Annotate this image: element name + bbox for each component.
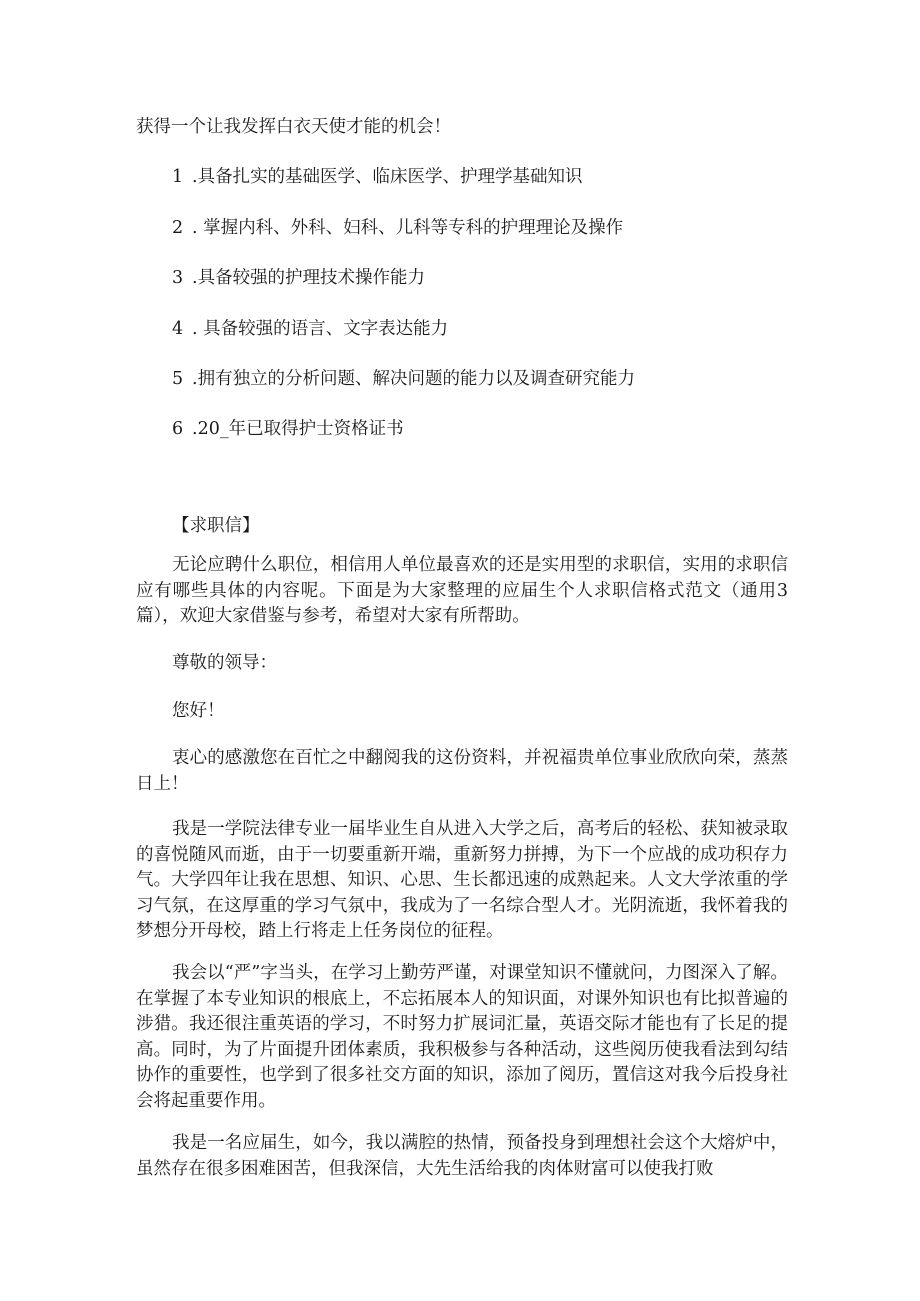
list-text: . 掌握内科、外科、妇科、儿科等专科的护理理论及操作 xyxy=(192,218,624,238)
intro-line: 获得一个让我发挥白衣天使才能的机会！ xyxy=(136,117,451,137)
list-item xyxy=(172,264,425,289)
salutation: 尊敬的领导： xyxy=(172,653,277,673)
list-text: .20_年已取得护士资格证书 xyxy=(192,419,404,439)
greeting: 您好！ xyxy=(172,701,225,721)
list-item xyxy=(172,365,635,390)
paragraph: 我会以“严”字当头，在学习上勤劳严谨，对课堂知识不懂就问，力图深入了解。在掌握了本专业知识的根底上，不忘拓展本人的知识面，对课外知识也有比拟普遍的涉猎。我还很注重英语的学习，不时努力扩展词汇量，英语交际才能也有了长足的提高。同时，为了片面提升团体素质，我积极参与各种活动，这些阅历使我看法到勾结协作的重要性，也学到了很多社交方面的知识，添加了阅历，置信这对我今后投身社会将起重要作用。 xyxy=(136,963,788,1111)
list-number: 3 xyxy=(172,268,184,288)
list-item xyxy=(172,214,623,239)
list-item xyxy=(172,163,583,188)
list-number: 2 xyxy=(172,218,184,238)
paragraph: 无论应聘什么职位，相信用人单位最喜欢的还是实用型的求职信，实用的求职信应有哪些具体的内容呢。下面是为大家整理的应届生个人求职信格式范文（通用3篇），欢迎大家借鉴与参考，希望对大家有所帮助。 xyxy=(136,555,788,627)
list-item xyxy=(172,315,448,340)
section-heading: 【求职信】 xyxy=(172,516,260,536)
paragraph: 我是一名应届生，如今，我以满腔的热情，预备投身到理想社会这个大熔炉中，虽然存在很多困难困苦，但我深信，大先生活给我的肉体财富可以使我打败 xyxy=(136,1133,788,1179)
paragraph: 我是一学院法律专业一届毕业生自从进入大学之后，高考后的轻松、获知被录取的喜悦随风而逝，由于一切要重新开端，重新努力拼搏，为下一个应战的成功积存力气。大学四年让我在思想、知识、心思、生长都迅速的成熟起来。人文大学浓重的学习气氛，在这厚重的学习气氛中，我成为了一名综合型人才。光阴流逝，我怀着我的梦想分开母校，踏上行将走上任务岗位的征程。 xyxy=(136,819,788,942)
list-number: 1 xyxy=(172,167,184,187)
paragraph: 衷心的感激您在百忙之中翻阅我的这份资料，并祝福贵单位事业欣欣向荣，蒸蒸日上！ xyxy=(136,748,788,794)
list-text: .拥有独立的分析问题、解决问题的能力以及调查研究能力 xyxy=(192,369,636,389)
list-text: .具备较强的护理技术操作能力 xyxy=(192,268,426,288)
list-item xyxy=(172,415,404,440)
list-text: .具备扎实的基础医学、临床医学、护理学基础知识 xyxy=(192,167,583,187)
list-text: . 具备较强的语言、文字表达能力 xyxy=(192,319,449,339)
list-number: 6 xyxy=(172,419,184,439)
list-number: 5 xyxy=(172,369,184,389)
list-number: 4 xyxy=(172,319,184,339)
